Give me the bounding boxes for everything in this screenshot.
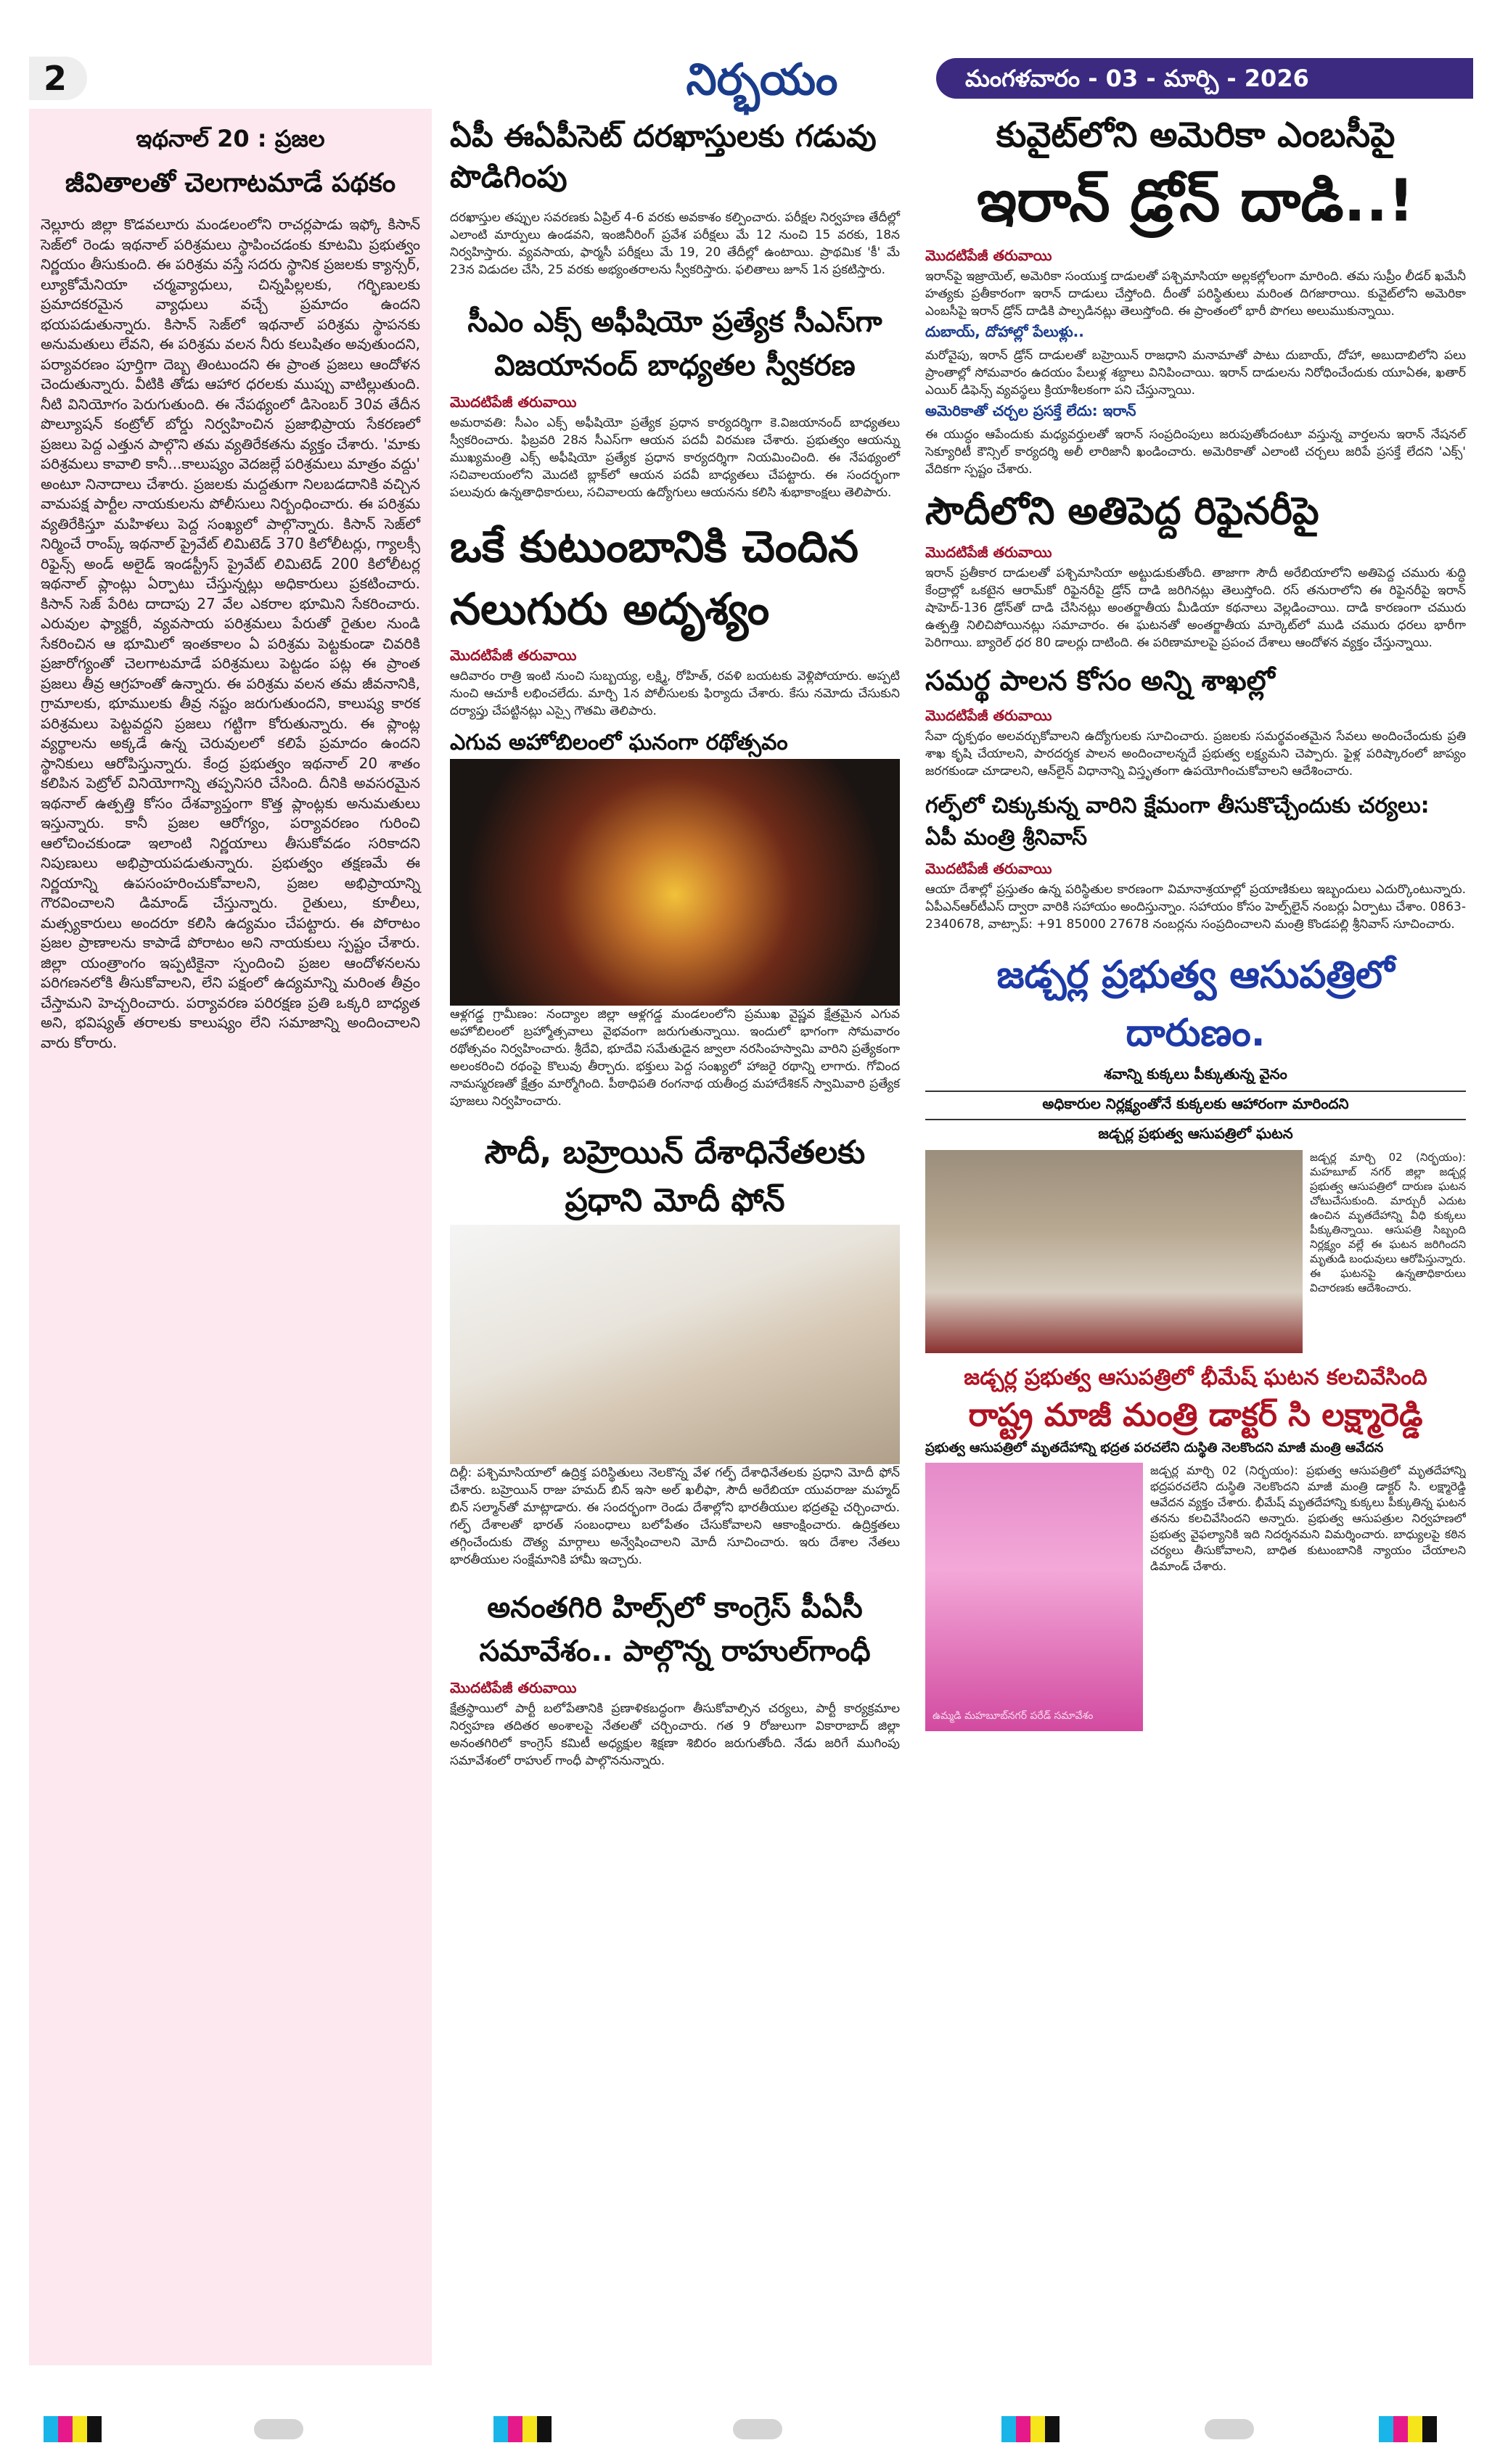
swatch-magenta	[1393, 2416, 1408, 2442]
footer-pill	[733, 2419, 782, 2439]
swatch-black	[537, 2416, 552, 2442]
date-bar: మంగళవారం - 03 - మార్చి - 2026	[936, 58, 1473, 99]
column-1	[29, 109, 432, 2365]
politician-photo-text: ఉమ్మడి మహబూబ్‌నగర్ పరేడ్ సమావేశం	[933, 1710, 1094, 1722]
refinery-dateline: మెుదటిపేజీ తరువాయి	[925, 543, 1052, 561]
jadcherla-sub-2: అధికారుల నిర్లక్ష్యంతోనే కుక్కలకు ఆహారంగా మారిందని	[925, 1091, 1466, 1120]
bhimesh-row	[925, 1463, 1466, 1731]
drone-headline: ఇరాన్ డ్రోన్ దాడి..!	[977, 167, 1414, 234]
swatch-magenta	[58, 2416, 73, 2442]
masthead-logo: నిర్భయం	[686, 54, 838, 105]
swatch-yellow	[73, 2416, 87, 2442]
col1-kicker: ఇథనాల్ 20 : ప్రజల	[136, 125, 325, 152]
bhimesh-sub: ప్రభుత్వ ఆసుపత్రిలో మృతదేహాన్ని భద్రత పరచలేని దుస్థితి నెలకొందని మాజీ మంత్రి ఆవేదన	[925, 1440, 1384, 1455]
missing-body: ఆదివారం రాత్రి ఇంటి నుంచి సుబ్బయ్య, లక్ష్మి, రోహిత్, రవళి బయటకు వెళ్లిపోయారు. అప్పటి నుంచి ఆచూకీ లభించలేదు. మార్చి 1న పోలీసులకు ఫిర్యాదు చేశారు. కేసు నమోదు చేసుకుని దర్యాప్తు చేపట్టినట్లు ఎస్సై గౌతమి తెలిపారు.	[450, 669, 900, 718]
swatch-black	[87, 2416, 102, 2442]
bhimesh-banner-2: రాష్ట్ర మాజీ మంత్రి డాక్టర్ సి లక్ష్మారెడ్డి	[968, 1397, 1423, 1434]
swatch-yellow	[522, 2416, 537, 2442]
drone-body-3: ఈ యుద్ధం ఆపేందుకు మధ్యవర్తులతో ఇరాన్ సంప్రదింపులు జరుపుతోందంటూ వస్తున్న వార్తలను ఇరాన్ నేషనల్ సెక్యూరిటీ కౌన్సిల్ కార్యదర్శి అలీ లారిజానీ ఖండించారు. అమెరికాతో ఎలాంటి చర్చలు జరిపే ప్రసక్తే లేదని 'ఎక్స్' వేదికగా స్పష్టం చేశారు.	[925, 427, 1466, 477]
vijayanand-body: అమరావతి: సీఎం ఎక్స్ అఫీషియో ప్రత్యేక ప్రధాన కార్యదర్శిగా కె.విజయానంద్ బాధ్యతలు స్వీకరించారు. ఫిబ్రవరి 28న సీఎస్‌గా ఆయన పదవీ విరమణ చేశారు. ప్రభుత్వం ఆయన్ను ముఖ్యమంత్రి ఎక్స్ అఫీషియో ప్రత్యేక ప్రధాన కార్యదర్శిగా నియమించింది. ఈ నేపథ్యంలో సచివాలయంలోని మెుదటి బ్లాక్‌లో ఆయన పదవీ బాధ్యతలు చేపట్టారు. ఈ సందర్భంగా పలువురు ఉన్నతాధికారులు, సచివాలయ ఉద్యోగులు ఆయనను కలిసి శుభాకాంక్షలు తెలిపారు.	[450, 416, 900, 500]
col1-headline: జీవితాలతో చెలగాటమాడే పథకం	[65, 168, 396, 198]
jadcherla-sub-3: జడ్చర్ల ప్రభుత్వ ఆసుపత్రిలో ఘటన	[1098, 1125, 1293, 1142]
drone-dateline: మెుదటిపేజీ తరువాయి	[925, 247, 1052, 264]
congress-pac-headline: అనంతగిరి హిల్స్‌లో కాంగ్రెస్ పీఏసీ సమావేశం.. పాల్గొన్న రాహుల్‌గాంధీ	[479, 1591, 871, 1668]
jadcherla-row	[925, 1150, 1466, 1353]
eapcet-body: దరఖాస్తుల తప్పుల సవరణకు ఏప్రిల్ 4-6 వరకు అవకాశం కల్పించారు. పరీక్షల నిర్వహణ తేదీల్లో ఎలాంటి మార్పులు ఉండవని, ఇంజినీరింగ్ ప్రవేశ పరీక్షలు మే 12 నుంచి 15 వరకు, 18న నిర్వహిస్తారు. వ్యవసాయ, ఫార్మసీ పరీక్షలు మే 19, 20 తేదీల్లో ఉంటాయి. ప్రాథమిక 'కీ' మే 23న విడుదల చేసి, 25 వరకు అభ్యంతరాలను స్వీకరిస్తారు. ఫలితాలు జూన్ 1న ప్రకటిస్తారు.	[450, 210, 900, 277]
congress-pac-body: క్షేత్రస్థాయిలో పార్టీ బలోపేతానికి ప్రణాళికబద్ధంగా తీసుకోవాల్సిన చర్యలు, పార్టీ కార్యక్రమాల నిర్వహణ తదితర అంశాలపై నేతలతో చర్చించారు. గత 9 రోజులుగా వికారాబాద్ జిల్లా అనంతగిరిలో కాంగ్రెస్ కమిటీ అధ్యక్షుల శిక్షణా శిబిరం జరుగుతోంది. నేడు జరిగే ముగింపు సమావేశంలో రాహుల్ గాంధీ పాల్గొననున్నారు.	[450, 1701, 900, 1768]
swatch-cyan	[44, 2416, 58, 2442]
swatch-yellow	[1408, 2416, 1422, 2442]
politician-photo	[925, 1463, 1143, 1731]
governance-dateline: మెుదటిపేజీ తరువాయి	[925, 707, 1052, 724]
column-2	[443, 109, 907, 2365]
missing-dateline: మెుదటిపేజీ తరువాయి	[450, 646, 577, 664]
modi-call-body: దిల్లీ: పశ్చిమాసియాలో ఉద్రిక్త పరిస్థితులు నెలకొన్న వేళ గల్ఫ్ దేశాధినేతలకు ప్రధాని మోదీ ఫోన్ చేశారు. బహ్రెయిన్ రాజు హమద్ బిన్ ఇసా అల్ ఖలీఫా, సౌదీ అరేబియా యువరాజు మహ్మద్ బిన్ సల్మాన్‌తో మాట్లాడారు. ఈ సందర్భంగా రెండు దేశాల్లోని భారతీయుల భద్రతపై చర్చించారు. గల్ఫ్ దేశాలతో భారత్ సంబంధాలు బలోపేతం చేసుకోవాలని ఆకాంక్షించారు. ఉద్రిక్తతలు తగ్గించేందుకు దౌత్య మార్గాలు అన్వేషించాలని మోదీ సూచించారు. ఇరు దేశాల నేతలు భారతీయుల సంక్షేమానికి హామీ ఇచ్చారు.	[450, 1466, 900, 1567]
swatch-black	[1422, 2416, 1437, 2442]
eapcet-headline: ఏపీ ఈఏపీసెట్ దరఖాస్తులకు గడువు పొడిగింపు	[450, 118, 877, 194]
swatch-magenta	[1016, 2416, 1030, 2442]
footer-pill	[1205, 2419, 1254, 2439]
page-number: 2	[29, 57, 87, 100]
vijayanand-headline: సీఎం ఎక్స్ అఫీషియో ప్రత్యేక సీఎస్‌గా విజయానంద్ బాధ్యతల స్వీకరణ	[467, 305, 882, 382]
swatch-cyan	[493, 2416, 508, 2442]
drone-kicker: కువైట్‌లోని అమెరికా ఎంబసీపై	[996, 115, 1396, 155]
column-3	[918, 109, 1473, 2365]
drone-body-2: మరోవైపు, ఇరాన్ డ్రోన్ దాడులతో బహ్రెయిన్ రాజధాని మనామాతో పాటు దుబాయ్, దోహా, అబుదాబిలోని పలు ప్రాంతాల్లో సోమవారం ఉదయం పేలుళ్ల శబ్దాలు వినిపించాయి. ఇరాన్ దాడులను నిరోధించేందుకు యూఏఈ, ఖతార్ ఎయిర్ డిఫెన్స్ వ్యవస్థలు క్రియాశీలకంగా పని చేస్తున్నాయి.	[925, 348, 1466, 398]
missing-headline: ఒకే కుటుంబానికి చెందిన నలుగురు అదృశ్యం	[450, 522, 858, 635]
refinery-headline: సౌదీలోని అతిపెద్ద రిఫైనరీపై	[925, 490, 1319, 533]
gulf-dateline: మెుదటిపేజీ తరువాయి	[925, 860, 1052, 877]
gulf-headline: గల్ఫ్‌లో చిక్కుకున్న వారిని క్షేమంగా తీసుకొచ్చేందుకు చర్యలు: ఏపీ మంత్రి శ్రీనివాస్	[925, 793, 1430, 850]
bhimesh-banner: జడ్చర్ల ప్రభుత్వ ఆసుపత్రిలో భీమేష్ ఘటన కలచివేసింది	[964, 1365, 1427, 1390]
jadcherla-banner: జడ్చర్ల ప్రభుత్వ ఆసుపత్రిలో దారుణం.	[996, 953, 1395, 1055]
jadcherla-sub-1: శవాన్ని కుక్కలు పీక్కుతున్న వైనం	[1104, 1065, 1287, 1083]
drone-subhead-2: అమెరికాతో చర్చల ప్రసక్తే లేదు: ఇరాన్	[925, 402, 1136, 419]
jadcherla-body: జడ్చర్ల మార్చి 02 (నిర్భయం): మహబూబ్ నగర్ జిల్లా జడ్చర్ల ప్రభుత్వ ఆసుపత్రిలో దారుణ ఘటన చోటుచేసుకుంది. మార్చురీ ఎదుట ఉంచిన మృతదేహాన్ని వీధి కుక్కలు పీక్కుతిన్నాయి. ఆసుపత్రి సిబ్బంది నిర్లక్ష్యం వల్లే ఈ ఘటన జరిగిందని మృతుడి బంధువులు ఆరోపిస్తున్నారు. ఈ ఘటనపై ఉన్నతాధికారులు విచారణకు ఆదేశించారు.	[1310, 1151, 1466, 1294]
bhimesh-body: జడ్చర్ల మార్చి 02 (నిర్భయం): ప్రభుత్వ ఆసుపత్రిలో మృతదేహాన్ని భద్రపరచలేని దుస్థితి నెలకొందని మాజీ మంత్రి డాక్టర్ సి. లక్ష్మారెడ్డి ఆవేదన వ్యక్తం చేశారు. భీమేష్ మృతదేహాన్ని కుక్కలు పీక్కుతిన్న ఘటన తనను కలచివేసిందని అన్నారు. ప్రభుత్వ ఆసుపత్రుల నిర్వహణలో ప్రభుత్వ వైఫల్యానికి ఇది నిదర్శనమని విమర్శించారు. బాధ్యులపై కఠిన చర్యలు తీసుకోవాలని, బాధిత కుటుంబానికి న్యాయం చేయాలని డిమాండ్ చేశారు.	[1150, 1463, 1466, 1573]
drone-subhead-1: దుబాయ్, దోహాల్లో పేలుళ్లు..	[925, 323, 1084, 340]
congress-pac-dateline: మెుదటిపేజీ తరువాయి	[450, 1679, 577, 1696]
modi-photo	[450, 1225, 900, 1464]
footer-pill	[254, 2419, 303, 2439]
print-registration-bar	[0, 2416, 1500, 2445]
swatch-black	[1045, 2416, 1060, 2442]
governance-body: సేవా దృక్పథం అలవర్చుకోవాలని ఉద్యోగులకు సూచించారు. ప్రజలకు సమర్థవంతమైన సేవలు అందించేందుకు ప్రతి శాఖ కృషి చేయాలని, పారదర్శక పాలన అందించాలన్నదే ప్రభుత్వ లక్ష్యమని చెప్పారు. ఫైళ్ల పరిష్కారంలో జాప్యం జరగకుండా చూడాలని, ఆన్‌లైన్ విధానాన్ని విస్తృతంగా ఉపయోగించుకోవాలని ఆదేశించారు.	[925, 729, 1466, 779]
rathotsavam-caption: ఆళ్లగడ్డ గ్రామీణం: నంద్యాల జిల్లా ఆళ్లగడ్డ మండలంలోని ప్రముఖ వైష్ణవ క్షేత్రమైన ఎగువ అహోబిలంలో బ్రహ్మోత్సవాలు వైభవంగా జరుగుతున్నాయి. ఇందులో భాగంగా సోమవారం రథోత్సవం నిర్వహించారు. శ్రీదేవి, భూదేవి సమేతుడైన జ్వాలా నరసింహస్వామి వారిని ప్రత్యేకంగా అలంకరించి రథంపై కొలువు తీర్చారు. భక్తులు పెద్ద సంఖ్యలో హాజరై రథాన్ని లాగారు. గోవింద నామస్మరణతో క్షేత్రం మార్మోగింది. పీఠాధిపతి రంగనాథ యతీంద్ర మహాదేశికన్ స్వామివారి ప్రత్యేక పూజలు నిర్వహించారు.	[450, 1007, 900, 1109]
temple-photo	[450, 759, 900, 1006]
vijayanand-dateline: మెుదటిపేజీ తరువాయి	[450, 393, 577, 411]
drone-body: ఇరాన్‌పై ఇజ్రాయెల్, అమెరికా సంయుక్త దాడులతో పశ్చిమాసియా అల్లకల్లోలంగా మారింది. తమ సుప్రీం లీడర్ ఖమేనీ హత్యకు ప్రతీకారంగా ఇరాన్ దాడులు చేస్తోంది. దీంతో పరిస్థితులు మరింత దిగజారాయి. కువైట్‌లోని అమెరికా ఎంబసీపై ఇరాన్ డ్రోన్ దాడికి పాల్పడినట్లు తెలుస్తోంది. ఈ ప్రాంతంలో భారీ పొగలు అలుముకున్నాయి.	[925, 269, 1466, 319]
swatch-magenta	[508, 2416, 522, 2442]
modi-call-headline: సౌదీ, బహ్రెయిన్ దేశాధినేతలకు ప్రధాని మోదీ ఫోన్	[484, 1134, 866, 1219]
refinery-body: ఇరాన్ ప్రతీకార దాడులతో పశ్చిమాసియా అట్టుడుకుతోంది. తాజాగా సౌదీ అరేబియాలోని అతిపెద్ద చమురు శుద్ధి కేంద్రాల్లో ఒకటైన ఆరామ్‌కో రిఫైనరీపై డ్రోన్ దాడి జరిగినట్లు తెలుస్తోంది. రస్ తనురాలోని ఈ రిఫైనరీపై ఇరాన్ షాహెద్-136 డ్రోన్‌తో దాడి చేసినట్లు అంతర్జాతీయ మీడియా కథనాలు వెల్లడించాయి. దాడి కారణంగా చమురు ఉత్పత్తి నిలిచిపోయినట్లు సమాచారం. ఈ ఘటనతో అంతర్జాతీయ మార్కెట్‌లో ముడి చమురు ధరలు భారీగా పెరిగాయి. బ్యారెల్ ధర 80 డాలర్లు దాటింది. ఈ పరిణామాలపై ప్రపంచ దేశాలు ఆందోళన వ్యక్తం చేస్తున్నాయి.	[925, 566, 1466, 650]
dog-photo	[925, 1150, 1303, 1353]
gulf-body: ఆయా దేశాల్లో ప్రస్తుతం ఉన్న పరిస్థితుల కారణంగా విమానాశ్రయాల్లో ప్రయాణికులు ఇబ్బందులు ఎదుర్కొంటున్నారు. ఏపీఎన్ఆర్‌టీఎస్ ద్వారా వారికి సహాయం అందిస్తున్నాం. సహాయం కోసం హెల్ప్‌లైన్ నంబర్లు ఏర్పాటు చేశాం. 0863-2340678, వాట్సాప్: +91 85000 27678 నంబర్లను సంప్రదించాలని మంత్రి కొండపల్లి శ్రీనివాస్ సూచించారు.	[925, 882, 1466, 932]
page-header	[29, 51, 1473, 109]
governance-headline: సమర్థ పాలన కోసం అన్ని శాఖల్లో	[925, 665, 1275, 697]
col1-body: నెల్లూరు జిల్లా కొడవలూరు మండలంలోని రాచర్లపాడు ఇఫ్కో కిసాన్ సెజ్‌లో రెండు ఇథనాల్ పరిశ్రమలు స్థాపించడంకు కూటమి ప్రభుత్వం నిర్ణయం తీసుకుంది. ఈ పరిశ్రమ వస్తే సదరు స్థానిక ప్రజలకు క్యాన్సర్, ల్యూకోమేనియా చర్మవ్యాధులు, చిన్నపిల్లలకు, గర్భిణులకు ప్రమాదకరమైన వ్యాధులు వచ్చే ప్రమాదం ఉందని భయపడుతున్నారు. కిసాన్ సెజ్‌లో ఇథనాల్ పరిశ్రమ స్థాపనకు అనుమతులు లేవని, ఈ పరిశ్రమ వలన నీరు కలుషితం అవుతుందని, పర్యావరణం పూర్తిగా దెబ్బ తింటుందని ఈ ప్రాంత ప్రజలు ఆందోళన చెందుతున్నారు. వీటికి తోడు ఆహార ధరలకు ముప్పు వాటిల్లుతుంది. నీటి వినియోగం పెరుగుతుంది. ఈ నేపథ్యంలో డిసెంబర్ 30వ తేదీన పొల్యూషన్ కంట్రోల్ బోర్డు నిర్వహించిన ప్రజాభిప్రాయ సేకరణలో ప్రజలు పెద్ద ఎత్తున పాల్గొని తమ వ్యతిరేకతను వ్యక్తం చేశారు. 'మాకు పరిశ్రమలు కావాలి కానీ...కాలుష్యం వెదజల్లే పరిశ్రమలు మాత్రం వద్దు' అంటూ నినాదాలు చేశారు. ప్రజలకు మద్దతుగా నిలబడదానికి వచ్చిన వామపక్ష పార్టీల నాయకులను పోలీసులు నిర్బంధించారు. ఈ పరిశ్రమ వ్యతిరేకిస్తూ మహిళలు పెద్ద సంఖ్యలో పాల్గొన్నారు. కిసాన్ సెజ్‌లో నిర్మించే రాంప్క్ ఇథనాల్ ప్రైవేట్ లిమిటెడ్ 370 కిలోలీటర్లు, గ్యాలక్సీ రిఫైన్స్ అండ్ అలైడ్ ఇండస్ట్రీస్ ప్రైవేట్ లిమిటెడ్ 200 కిలోలీటర్ల ఇథనాల్ ప్లాంట్లు ఏర్పాటు చేస్తున్నట్లు అధికారులు ప్రకటించారు. కిసాన్ సెజ్ పేరిట దాదాపు 27 వేల ఎకరాల భూమిని సేకరించారు. ఎరువుల ఫ్యాక్టరీ, వ్యవసాయ పరిశ్రమలు పేరుతో రైతుల నుండి సేకరించిన ఆ భూమిలో ఇంతకాలం ఏ పరిశ్రమ పెట్టకుండా చివరికి ప్రజారోగ్యంతో చెలగాటమాడే పరిశ్రమలు పెట్టడం పట్ల ఈ ప్రాంత ప్రజలు తీవ్ర ఆగ్రహంతో ఉన్నారు. ఈ పరిశ్రమ వలన తమ జీవనానికి, గ్రామాలకు, భూములకు తీవ్ర నష్టం జరుగుతుందని, కాలుష్య కారక పరిశ్రమలు పెట్టవద్దని ప్రజలు గట్టిగా కోరుతున్నారు. ఈ ప్లాంట్ల వ్యర్థాలను అక్కడే ఉన్న చెరువులలో కలిపే ప్రమాదం ఉందని స్థానికులు ఆరోపిస్తున్నారు. కేంద్ర ప్రభుత్వం ఇథనాల్ 20 శాతం కలిపిన పెట్రోల్ వినియోగాన్ని తప్పనిసరి చేసింది. దీనికి అవసరమైన ఇథనాల్ ఉత్పత్తి కోసం దేశవ్యాప్తంగా కొత్త ప్లాంట్లకు అనుమతులు ఇస్తున్నారు. కానీ ప్రజల ఆరోగ్యం, పర్యావరణం గురించి ఆలోచించకుండా ఇలాంటి నిర్ణయాలు తీసుకోవడం సరికాదని నిపుణులు అభిప్రాయపడుతున్నారు. ప్రభుత్వం తక్షణమే ఈ నిర్ణయాన్ని ఉపసంహరించుకోవాలని, ప్రజల అభిప్రాయాన్ని గౌరవించాలని డిమాండ్ చేస్తున్నారు. రైతులు, కూలీలు, మత్స్యకారులు అందరూ కలిసి ఉద్యమం చేపట్టారు. ఈ పోరాటం ప్రజల ప్రాణాలను కాపాడే పోరాటం అని నాయకులు స్పష్టం చేశారు. జిల్లా యంత్రాంగం ఇప్పటికైనా స్పందించి ప్రజల ఆందోళనలను పరిగణనలోకి తీసుకోవాలని, లేని పక్షంలో ఉద్యమాన్ని మరింత తీవ్రం చేస్తామని హెచ్చరించారు. పర్యావరణ పరిరక్షణ ప్రతి ఒక్కరి బాధ్యత అని, భవిష్యత్ తరాలకు కాలుష్యం లేని సమాజాన్ని అందించాలని వారు కోరారు.	[41, 215, 420, 1051]
rathotsavam-headline: ఎగువ అహోబిలంలో ఘనంగా రథోత్సవం	[450, 730, 788, 755]
swatch-yellow	[1030, 2416, 1045, 2442]
swatch-cyan	[1379, 2416, 1393, 2442]
swatch-cyan	[1001, 2416, 1016, 2442]
